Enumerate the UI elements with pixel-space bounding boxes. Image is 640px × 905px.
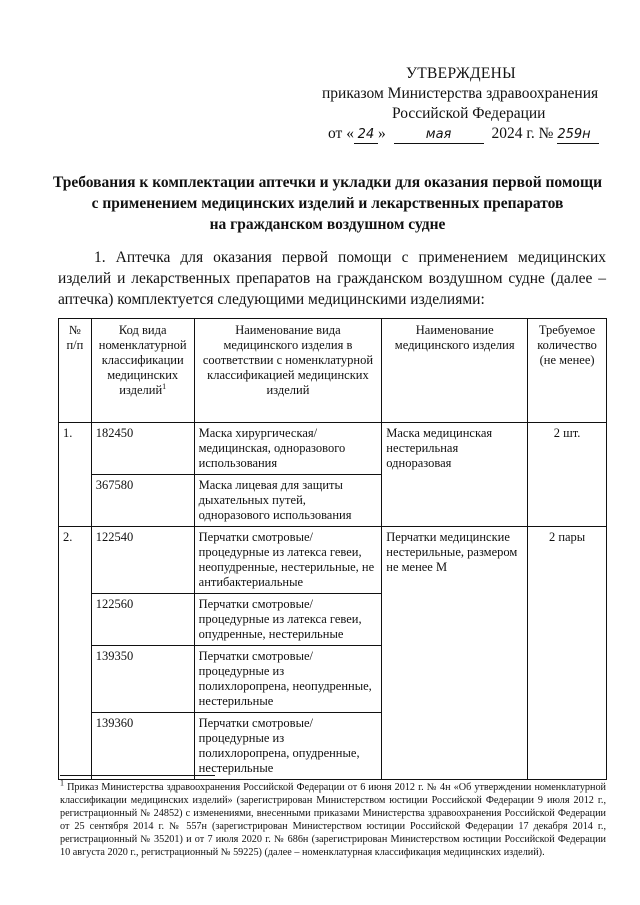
approved-by-country: Российской Федерации: [392, 105, 546, 122]
kind-cell: Перчатки смотровые/ процедурные из полихлоропрена, неопудренные, нестерильные: [194, 646, 382, 713]
approval-block: [322, 64, 612, 144]
table-row: [59, 423, 607, 475]
header-quantity: Требуемое количество (не менее): [528, 319, 607, 423]
approved-title: УТВЕРЖДЕНЫ: [406, 65, 516, 82]
title-line-3: на гражданском воздушном судне: [209, 216, 446, 233]
date-close: »: [377, 125, 386, 142]
footnote-divider: [60, 775, 215, 776]
medical-items-table: [58, 318, 607, 780]
code-cell: 139350: [91, 646, 194, 713]
code-cell: 367580: [91, 475, 194, 527]
quantity-cell: 2 шт.: [528, 423, 607, 527]
header-code: [91, 319, 194, 423]
quantity-cell: 2 пары: [528, 527, 607, 780]
code-cell: 122560: [91, 594, 194, 646]
intro-paragraph: 1. Аптечка для оказания первой помощи с применением медицинских изделий и лекарственных препаратов на гражданском воздушном судне (далее – аптечка) комплектуется следующими медицинскими изделиями:: [58, 249, 606, 308]
kind-cell: Перчатки смотровые/ процедурные из латекса гевеи, неопудренные, нестерильные, не антибактериальные: [194, 527, 382, 594]
kind-cell: Маска лицевая для защиты дыхательных путей, одноразового использования: [194, 475, 382, 527]
footnote-marker: 1: [60, 778, 64, 788]
code-cell: 122540: [91, 527, 194, 594]
approved-by-order: приказом Министерства здравоохранения: [322, 85, 599, 102]
title-line-1: Требования к комплектации аптечки и укладки для оказания первой помощи: [52, 174, 603, 191]
header-code-footnote-marker: 1: [162, 381, 167, 391]
header-code-text: Код вида номенклатурной классификации медицинских изделий: [98, 323, 187, 397]
footnote-text: Приказ Министерства здравоохранения Российской Федерации от 6 июня 2012 г. № 4н «Об утверждении номенклатурной классификации медицинских изделий» (зарегистрирован Министерством юстиции Российской Федерации 9 июля 2012 г., регистрационный № 24852) с изменениями, внесенными приказами Министерства здравоохранения Российской Федерации от 25 сентября 2014 г. № 557н (зарегистрирован Министерством юстиции Российской Федерации 17 декабря 2014 г., регистрационный № 35201) и от 7 июля 2020 г. № 686н (зарегистрирован Министерством юстиции Российской Федерации 10 августа 2020 г., регистрационный № 59225) (далее – номенклатурная классификация медицинских изделий).: [60, 782, 607, 858]
kind-cell: Перчатки смотровые/ процедурные из латекса гевеи, опудренные, нестерильные: [194, 594, 382, 646]
table-row: [59, 527, 607, 594]
table-header-row: [59, 319, 607, 423]
year-number-label: 2024 г. №: [491, 125, 554, 142]
row-number: 2.: [59, 527, 92, 780]
code-cell: 139360: [91, 713, 194, 780]
order-date-number: [322, 124, 612, 144]
header-kind-name: Наименование вида медицинского изделия в соответствии с номенклатурной классификацией медицинских изделий: [194, 319, 382, 423]
header-device-name: Наименование медицинского изделия: [382, 319, 528, 423]
handwritten-month: мая: [394, 127, 484, 144]
device-name-cell: Перчатки медицинские нестерильные, размером не менее М: [382, 527, 528, 780]
kind-cell: Маска хирургическая/ медицинская, одноразового использования: [194, 423, 382, 475]
handwritten-order-number: 259н: [557, 127, 599, 144]
device-name-cell: Маска медицинская нестерильная одноразовая: [382, 423, 528, 527]
intro-section: [58, 247, 606, 310]
footnote: [60, 778, 607, 859]
row-number: 1.: [59, 423, 92, 527]
date-prefix: от «: [328, 125, 354, 142]
document-title: [40, 172, 615, 235]
kind-cell: Перчатки смотровые/ процедурные из полихлоропрена, опудренные, нестерильные: [194, 713, 382, 780]
title-line-2: с применением медицинских изделий и лекарственных препаратов: [91, 195, 564, 212]
code-cell: 182450: [91, 423, 194, 475]
handwritten-day: 24: [354, 127, 378, 144]
header-num: № п/п: [59, 319, 92, 423]
